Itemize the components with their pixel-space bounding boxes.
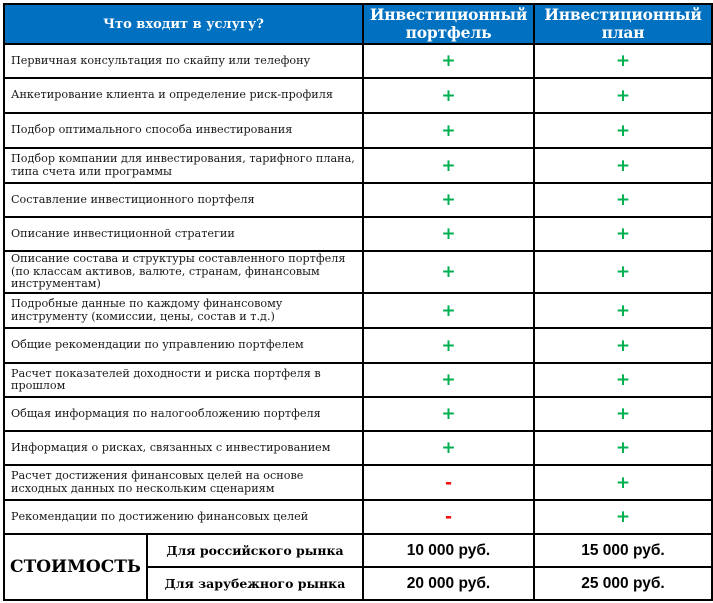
- cost-label: СТОИМОСТЬ: [4, 534, 147, 600]
- plan-mark: [534, 183, 712, 217]
- portfolio-mark: [363, 148, 534, 183]
- plus-icon: +: [441, 85, 456, 106]
- plus-icon: +: [441, 262, 456, 282]
- service-label: Рекомендации по достижению финансовых целей: [4, 500, 363, 534]
- portfolio-mark: [363, 363, 534, 397]
- portfolio-mark: [363, 465, 534, 500]
- plan-mark: [534, 217, 712, 251]
- table-row: [4, 251, 712, 293]
- plan-mark: [534, 113, 712, 148]
- service-label: Подробные данные по каждому финансовому инструменту (комиссии, цены, состав и т.д.): [4, 293, 363, 328]
- table-row: [4, 183, 712, 217]
- header-plan-column: [534, 4, 712, 44]
- portfolio-mark: [363, 78, 534, 113]
- header-plan-line2: план: [601, 23, 645, 42]
- service-label: Описание состава и структуры составленного портфеля (по классам активов, валюте, странам, финансовым инструментам): [4, 251, 363, 293]
- portfolio-price: 10 000 руб.: [363, 534, 534, 567]
- service-label: Расчет достижения финансовых целей на основе исходных данных по нескольким сценариям: [4, 465, 363, 500]
- plus-icon: +: [441, 190, 456, 210]
- plus-icon: +: [615, 190, 631, 210]
- portfolio-mark: [363, 217, 534, 251]
- table-row: [4, 328, 712, 363]
- plus-icon: +: [615, 120, 631, 141]
- plus-icon: +: [615, 335, 631, 356]
- table-row: [4, 78, 712, 113]
- market-label: Для зарубежного рынка: [147, 567, 363, 600]
- plus-icon: +: [615, 507, 631, 527]
- header-plan-line1: Инвестиционный: [544, 5, 702, 24]
- service-label: Расчет показателей доходности и риска портфеля в прошлом: [4, 363, 363, 397]
- market-label: Для российского рынка: [147, 534, 363, 567]
- portfolio-price: 20 000 руб.: [363, 567, 534, 600]
- plan-price: 25 000 руб.: [534, 567, 712, 600]
- portfolio-mark: [363, 328, 534, 363]
- header-portfolio-column: [363, 4, 534, 44]
- table-row: [4, 500, 712, 534]
- service-label: Подбор компании для инвестирования, тарифного плана, типа счета или программы: [4, 148, 363, 183]
- minus-icon: -: [444, 507, 453, 527]
- portfolio-mark: [363, 251, 534, 293]
- plan-mark: [534, 397, 712, 431]
- table-row: [4, 217, 712, 251]
- service-label: Общая информация по налогообложению портфеля: [4, 397, 363, 431]
- plus-icon: +: [615, 262, 631, 282]
- plus-icon: +: [615, 224, 631, 244]
- plan-mark: [534, 363, 712, 397]
- portfolio-mark: [363, 44, 534, 78]
- service-rows: [4, 44, 712, 600]
- portfolio-mark: [363, 183, 534, 217]
- service-label: Подбор оптимального способа инвестирования: [4, 113, 363, 148]
- table-row: [4, 465, 712, 500]
- plan-mark: [534, 44, 712, 78]
- plus-icon: +: [615, 404, 631, 424]
- plus-icon: +: [615, 85, 631, 106]
- plan-mark: [534, 500, 712, 534]
- service-label: Информация о рисках, связанных с инвестированием: [4, 431, 363, 465]
- portfolio-mark: [363, 113, 534, 148]
- plus-icon: +: [615, 370, 631, 390]
- service-label: Анкетирование клиента и определение риск-профиля: [4, 78, 363, 113]
- plan-mark: [534, 465, 712, 500]
- table-row: [4, 148, 712, 183]
- portfolio-mark: [363, 397, 534, 431]
- header-row: [4, 4, 712, 44]
- service-label: Общие рекомендации по управлению портфелем: [4, 328, 363, 363]
- plus-icon: +: [615, 51, 631, 71]
- plus-icon: +: [441, 335, 456, 356]
- service-comparison-table: [3, 3, 713, 601]
- table-row: [4, 397, 712, 431]
- service-label: Первичная консультация по скайпу или телефону: [4, 44, 363, 78]
- table-row: [4, 113, 712, 148]
- plus-icon: +: [615, 472, 631, 493]
- header-portfolio-line2: портфель: [405, 23, 492, 42]
- minus-icon: -: [444, 472, 453, 493]
- portfolio-mark: [363, 431, 534, 465]
- plus-icon: +: [441, 51, 456, 71]
- plan-mark: [534, 78, 712, 113]
- plus-icon: +: [441, 438, 456, 458]
- plus-icon: +: [441, 120, 456, 141]
- plus-icon: +: [615, 155, 631, 176]
- plus-icon: +: [441, 155, 456, 176]
- plan-price: 15 000 руб.: [534, 534, 712, 567]
- pricing-row-russian: [4, 534, 712, 567]
- header-portfolio-line1: Инвестиционный: [369, 5, 528, 24]
- table-row: [4, 431, 712, 465]
- service-label: Составление инвестиционного портфеля: [4, 183, 363, 217]
- table-row: [4, 293, 712, 328]
- service-label: Описание инвестиционной стратегии: [4, 217, 363, 251]
- plus-icon: +: [615, 438, 631, 458]
- plus-icon: +: [441, 224, 456, 244]
- header-service-column: Что входит в услугу?: [4, 4, 363, 44]
- plus-icon: +: [441, 404, 456, 424]
- plan-mark: [534, 293, 712, 328]
- plus-icon: +: [441, 300, 456, 321]
- portfolio-mark: [363, 500, 534, 534]
- table-row: [4, 44, 712, 78]
- plan-mark: [534, 148, 712, 183]
- table-row: [4, 363, 712, 397]
- plan-mark: [534, 328, 712, 363]
- plan-mark: [534, 431, 712, 465]
- plan-mark: [534, 251, 712, 293]
- plus-icon: +: [615, 300, 631, 321]
- plus-icon: +: [441, 370, 456, 390]
- portfolio-mark: [363, 293, 534, 328]
